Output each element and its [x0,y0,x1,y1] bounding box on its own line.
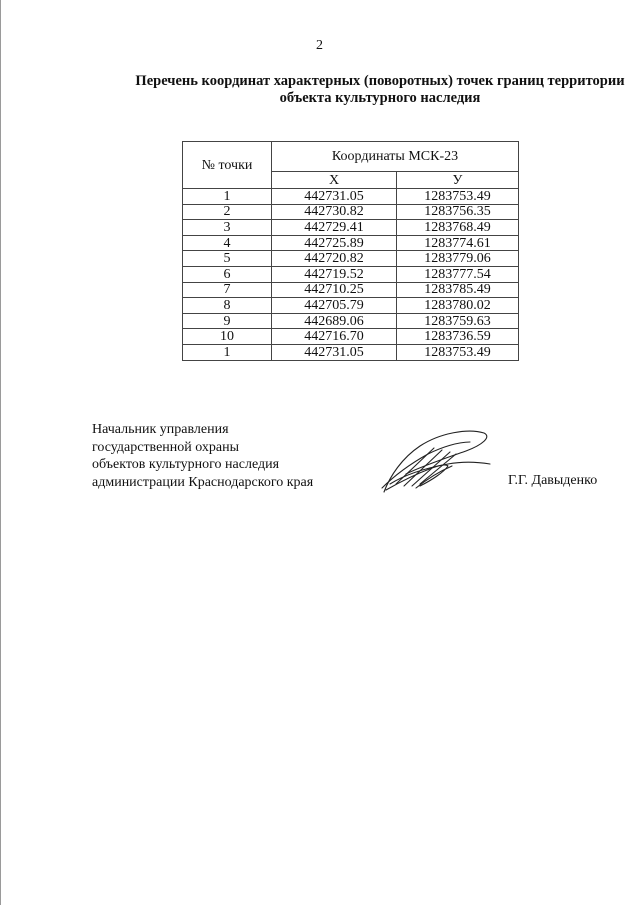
signatory-position-line-1: Начальник управления [92,422,229,437]
header-coordinates: Координаты МСК-23 [272,142,519,172]
point-number-cell: 7 [183,282,272,298]
y-cell: 1283756.35 [397,204,519,220]
table-row [183,251,519,267]
signatory-position-line-2: государственной охраны [92,439,240,455]
document-title-line-2: объекта культурного наследия [279,90,481,106]
point-number-cell: 3 [183,220,272,236]
y-cell: 1283736.59 [397,329,519,345]
x-cell: 442725.89 [272,235,397,251]
page-number: 2 [316,38,323,53]
x-cell: 442731.05 [272,189,397,205]
table-row [183,282,519,298]
point-number-cell: 2 [183,204,272,220]
signatory-position-line-4: администрации Краснодарского края [92,474,314,490]
table-row [183,344,519,360]
signatory-position [92,421,313,491]
table-row [183,329,519,345]
y-cell: 1283785.49 [397,282,519,298]
y-cell: 1283768.49 [397,220,519,236]
document-title-line-1: Перечень координат характерных (поворотных) точек границ территории [135,73,625,89]
x-cell: 442729.41 [272,220,397,236]
table-row [183,298,519,314]
point-number-cell: 10 [183,329,272,345]
point-number-cell: 9 [183,313,272,329]
point-number-cell: 6 [183,266,272,282]
header-x: X [272,172,397,189]
y-cell: 1283759.63 [397,313,519,329]
point-number-cell: 4 [183,235,272,251]
point-number-cell: 1 [183,344,272,360]
x-cell: 442730.82 [272,204,397,220]
y-cell: 1283753.49 [397,189,519,205]
x-cell: 442719.52 [272,266,397,282]
y-cell: 1283779.06 [397,251,519,267]
y-cell: 1283777.54 [397,266,519,282]
x-cell: 442689.06 [272,313,397,329]
y-cell: 1283753.49 [397,344,519,360]
header-point-number: № точки [183,142,272,189]
table-row [183,235,519,251]
x-cell: 442716.70 [272,329,397,345]
point-number-cell: 5 [183,251,272,267]
coordinates-table [182,141,519,361]
x-cell: 442720.82 [272,251,397,267]
document-title [60,73,639,107]
point-number-cell: 1 [183,189,272,205]
y-cell: 1283780.02 [397,298,519,314]
table-row [183,220,519,236]
table-row [183,189,519,205]
header-y: У [397,172,519,189]
handwritten-signature [376,424,494,496]
table-row [183,313,519,329]
signer-name: Г.Г. Давыденко [508,473,598,488]
y-cell: 1283774.61 [397,235,519,251]
x-cell: 442705.79 [272,298,397,314]
signatory-position-line-3: объектов культурного наследия [92,457,280,472]
x-cell: 442731.05 [272,344,397,360]
x-cell: 442710.25 [272,282,397,298]
table-row [183,266,519,282]
scan-edge-line [0,0,1,905]
point-number-cell: 8 [183,298,272,314]
table-row [183,204,519,220]
